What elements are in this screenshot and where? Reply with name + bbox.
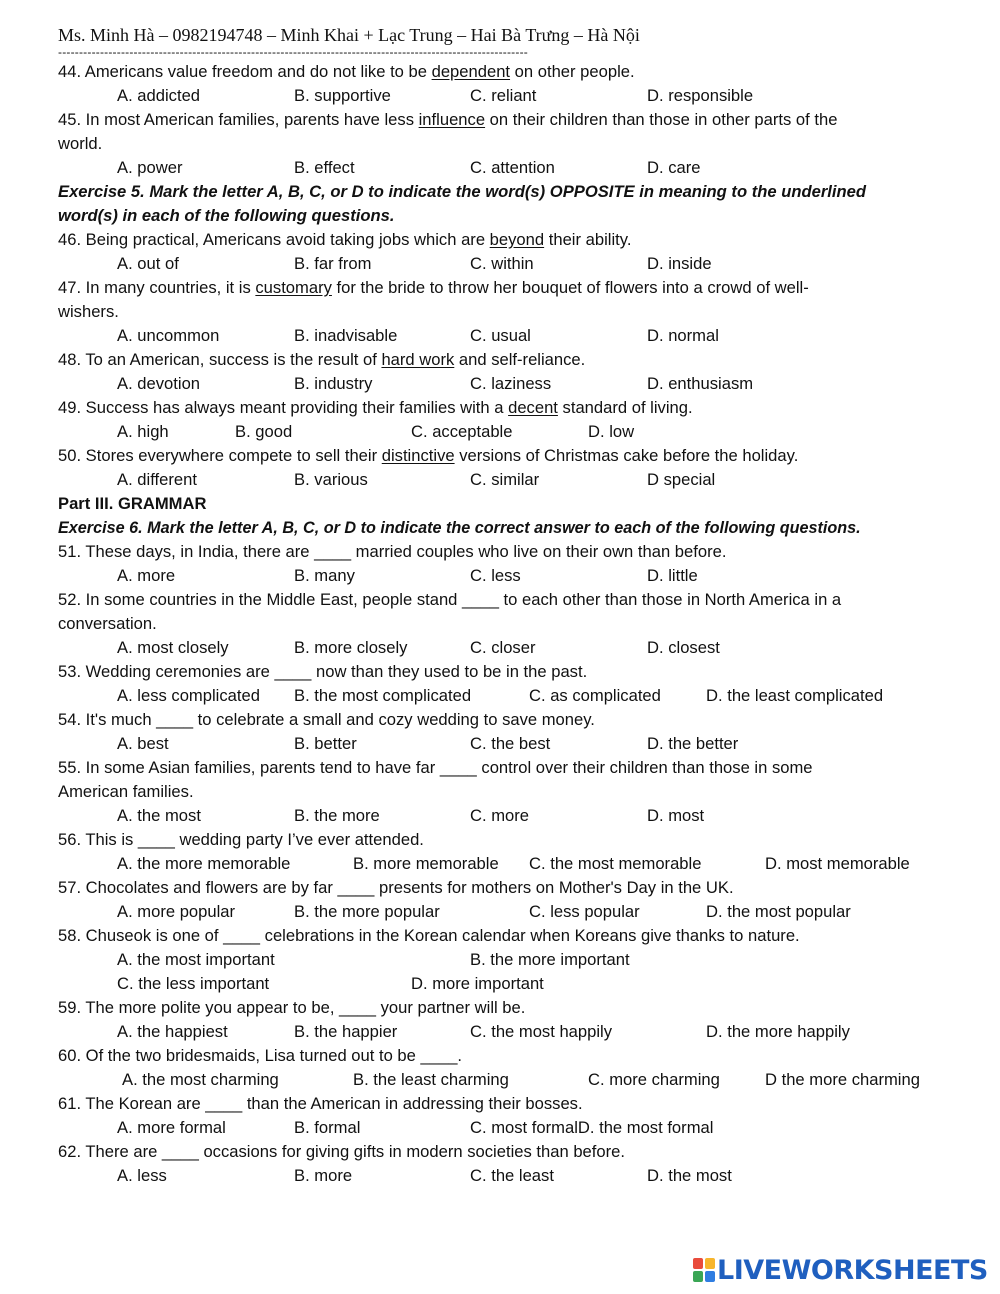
options-58-row1: [58, 948, 938, 972]
option-b[interactable]: B. the most complicated: [294, 686, 472, 705]
option-c[interactable]: C. the less important: [117, 974, 270, 993]
options-61: [58, 1116, 938, 1140]
options-55: [58, 804, 938, 828]
option-c-d[interactable]: C. most formalD. the most formal: [470, 1118, 714, 1137]
option-c[interactable]: C. the best: [470, 734, 551, 753]
option-c[interactable]: C. within: [470, 254, 534, 273]
underlined-word: customary: [255, 278, 332, 297]
option-a[interactable]: A. the most: [117, 806, 201, 825]
option-d[interactable]: D special: [647, 470, 716, 489]
part-3-heading: Part III. GRAMMAR: [58, 494, 207, 513]
option-b[interactable]: B. the happier: [294, 1022, 398, 1041]
header-rule: ----------------------------------------------------------------------------------------------------------------: [58, 48, 528, 56]
option-c[interactable]: C. as complicated: [529, 686, 661, 705]
option-b[interactable]: B. inadvisable: [294, 326, 398, 345]
logo-square-icon: [693, 1271, 703, 1282]
options-58-row2: [58, 972, 938, 996]
exercise-6-instruction: Exercise 6. Mark the letter A, B, C, or D to indicate the correct answer to each of the following questions.: [58, 519, 861, 537]
option-a[interactable]: A. high: [117, 422, 169, 441]
underlined-word: influence: [418, 110, 486, 129]
options-53: [58, 684, 938, 708]
option-a[interactable]: A. different: [117, 470, 197, 489]
options-56: [58, 852, 938, 876]
option-b[interactable]: B. better: [294, 734, 357, 753]
underlined-word: decent: [508, 398, 558, 417]
option-b[interactable]: B. effect: [294, 158, 355, 177]
option-c[interactable]: C. closer: [470, 638, 536, 657]
liveworksheets-logo[interactable]: [693, 1253, 993, 1287]
option-d[interactable]: D. the more happily: [706, 1022, 850, 1041]
question-61: 61. The Korean are ____ than the American in addressing their bosses.: [58, 1094, 583, 1113]
option-c[interactable]: C. less: [470, 566, 521, 585]
option-b[interactable]: B. more closely: [294, 638, 408, 657]
question-45: 45. In most American families, parents have less influence on their children than those in other parts of the: [58, 110, 838, 129]
option-d[interactable]: D. low: [588, 422, 635, 441]
option-c[interactable]: C. laziness: [470, 374, 552, 393]
option-c[interactable]: C. similar: [470, 470, 540, 489]
question-45-cont: world.: [58, 134, 103, 153]
option-b[interactable]: B. the more popular: [294, 902, 440, 921]
underlined-word: dependent: [431, 62, 511, 81]
options-49: [58, 420, 938, 444]
option-a[interactable]: A. less complicated: [117, 686, 260, 705]
options-60: [58, 1068, 938, 1092]
option-b[interactable]: B. far from: [294, 254, 372, 273]
question-52: 52. In some countries in the Middle East, people stand ____ to each other than those in North America in a: [58, 590, 842, 609]
option-a[interactable]: A. the most important: [117, 950, 275, 969]
option-c[interactable]: C. the least: [470, 1166, 554, 1185]
option-a[interactable]: A. best: [117, 734, 169, 753]
option-b[interactable]: B. formal: [294, 1118, 361, 1137]
question-47: 47. In many countries, it is customary for the bride to throw her bouquet of flowers into a crowd of well-: [58, 278, 809, 297]
option-a[interactable]: A. more: [117, 566, 176, 585]
logo-mark-icon: [693, 1258, 715, 1282]
option-a[interactable]: A. more popular: [117, 902, 236, 921]
worksheet: [58, 22, 938, 1188]
question-56: 56. This is ____ wedding party I’ve ever attended.: [58, 830, 424, 849]
option-d[interactable]: D. the most: [647, 1166, 732, 1185]
option-b[interactable]: B. industry: [294, 374, 373, 393]
options-62: [58, 1164, 938, 1188]
option-d[interactable]: D. closest: [647, 638, 720, 657]
option-c[interactable]: C. more: [470, 806, 530, 825]
question-53: 53. Wedding ceremonies are ____ now than they used to be in the past.: [58, 662, 588, 681]
option-b[interactable]: B. supportive: [294, 86, 391, 105]
option-c[interactable]: C. attention: [470, 158, 555, 177]
options-59: [58, 1020, 938, 1044]
option-d[interactable]: D. little: [647, 566, 698, 585]
question-60: 60. Of the two bridesmaids, Lisa turned out to be ____.: [58, 1046, 463, 1065]
option-c[interactable]: C. less popular: [529, 902, 640, 921]
options-48: [58, 372, 938, 396]
option-b[interactable]: B. many: [294, 566, 355, 585]
logo-text: LIVEWORKSHEETS: [717, 1254, 988, 1286]
exercise-5-instruction-cont: word(s) in each of the following questions.: [58, 206, 395, 225]
question-51: 51. These days, in India, there are ____ married couples who live on their own than before.: [58, 542, 727, 561]
option-c[interactable]: C. the most memorable: [529, 854, 702, 873]
option-b[interactable]: B. more memorable: [353, 854, 499, 873]
option-b[interactable]: B. more: [294, 1166, 353, 1185]
options-47: [58, 324, 938, 348]
option-c[interactable]: C. acceptable: [411, 422, 513, 441]
question-57: 57. Chocolates and flowers are by far ____ presents for mothers on Mother's Day in the UK.: [58, 878, 734, 897]
options-54: [58, 732, 938, 756]
question-48: 48. To an American, success is the result of hard work and self-reliance.: [58, 350, 586, 369]
option-a[interactable]: A. uncommon: [117, 326, 220, 345]
option-d[interactable]: D. most: [647, 806, 705, 825]
options-51: [58, 564, 938, 588]
option-d[interactable]: D. the better: [647, 734, 739, 753]
question-55: 55. In some Asian families, parents tend to have far ____ control over their children than those in some: [58, 758, 813, 777]
underlined-word: distinctive: [381, 446, 455, 465]
question-44: 44. Americans value freedom and do not like to be dependent on other people.: [58, 62, 635, 81]
option-b[interactable]: B. the more: [294, 806, 380, 825]
option-c[interactable]: C. reliant: [470, 86, 537, 105]
question-50: 50. Stores everywhere compete to sell their distinctive versions of Christmas cake before the holiday.: [58, 446, 799, 465]
option-d[interactable]: D. normal: [647, 326, 719, 345]
option-b[interactable]: B. the least charming: [353, 1070, 509, 1089]
option-c[interactable]: C. more charming: [588, 1070, 720, 1089]
option-a[interactable]: A. power: [117, 158, 183, 177]
options-46: [58, 252, 938, 276]
option-a[interactable]: A. most closely: [117, 638, 229, 657]
logo-square-icon: [705, 1258, 715, 1269]
question-59: 59. The more polite you appear to be, ____ your partner will be.: [58, 998, 526, 1017]
option-d[interactable]: D. the least complicated: [706, 686, 884, 705]
options-44: [58, 84, 938, 108]
page-header: Ms. Minh Hà – 0982194748 – Minh Khai + Lạc Trung – Hai Bà Trưng – Hà Nội: [58, 25, 640, 45]
option-a[interactable]: A. devotion: [117, 374, 201, 393]
question-47-cont: wishers.: [58, 302, 119, 321]
option-d[interactable]: D. inside: [647, 254, 712, 273]
question-55-cont: American families.: [58, 782, 194, 801]
option-b[interactable]: B. various: [294, 470, 368, 489]
option-d[interactable]: D. most memorable: [765, 854, 910, 873]
exercise-5-instruction: Exercise 5. Mark the letter A, B, C, or D to indicate the word(s) OPPOSITE in meaning to the underlined: [58, 182, 867, 201]
option-c[interactable]: C. usual: [470, 326, 531, 345]
option-d[interactable]: D. the most popular: [706, 902, 851, 921]
option-d[interactable]: D. care: [647, 158, 701, 177]
question-62: 62. There are ____ occasions for giving gifts in modern societies than before.: [58, 1142, 625, 1161]
underlined-word: beyond: [489, 230, 545, 249]
option-d[interactable]: D. enthusiasm: [647, 374, 754, 393]
options-45: [58, 156, 938, 180]
option-b[interactable]: B. the more important: [470, 950, 630, 969]
option-d[interactable]: D. responsible: [647, 86, 754, 105]
option-a[interactable]: A. less: [117, 1166, 167, 1185]
option-c[interactable]: C. the most happily: [470, 1022, 613, 1041]
question-54: 54. It's much ____ to celebrate a small and cozy wedding to save money.: [58, 710, 595, 729]
option-b[interactable]: B. good: [235, 422, 293, 441]
options-52: [58, 636, 938, 660]
option-a[interactable]: A. the most charming: [122, 1070, 279, 1089]
question-49: 49. Success has always meant providing their families with a decent standard of living.: [58, 398, 693, 417]
option-a[interactable]: A. the more memorable: [117, 854, 291, 873]
question-58: 58. Chuseok is one of ____ celebrations in the Korean calendar when Koreans give thanks to nature.: [58, 926, 800, 945]
options-50: [58, 468, 938, 492]
option-d[interactable]: D the more charming: [765, 1070, 920, 1089]
question-52-cont: conversation.: [58, 614, 157, 633]
option-d[interactable]: D. more important: [411, 974, 544, 993]
option-a[interactable]: A. more formal: [117, 1118, 226, 1137]
options-57: [58, 900, 938, 924]
logo-square-icon: [705, 1271, 715, 1282]
logo-square-icon: [693, 1258, 703, 1269]
option-a[interactable]: A. addicted: [117, 86, 201, 105]
question-46: 46. Being practical, Americans avoid taking jobs which are beyond their ability.: [58, 230, 632, 249]
option-a[interactable]: A. the happiest: [117, 1022, 228, 1041]
option-a[interactable]: A. out of: [117, 254, 179, 273]
underlined-word: hard work: [381, 350, 455, 369]
